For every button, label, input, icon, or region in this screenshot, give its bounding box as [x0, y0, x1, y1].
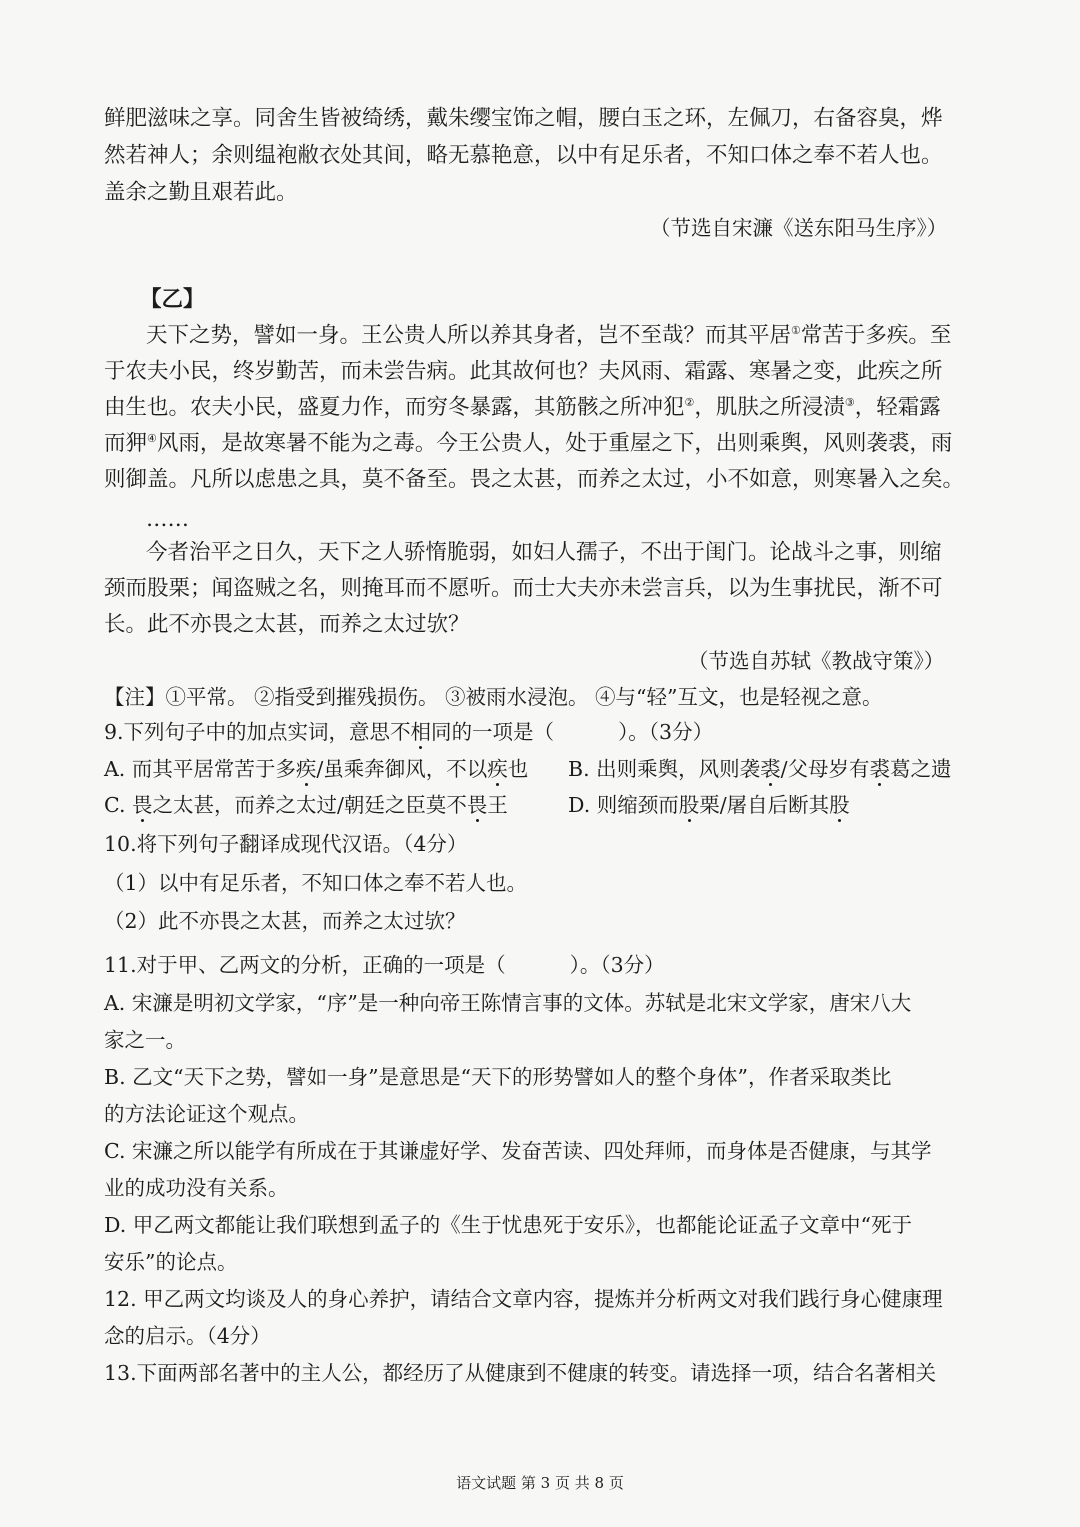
note-mark-4: ④: [147, 431, 157, 445]
jia-source: （节选自宋濂《送东阳马生序》）: [650, 216, 948, 240]
yi-heading: 【乙】: [140, 287, 205, 312]
yi-p2-line-2: 颈而股栗；闻盗贼之名，则掩耳而不愿听。而士大夫亦未尝言兵，以为生事扰民，渐不可: [104, 576, 943, 601]
note-mark-3: ③: [844, 395, 855, 409]
yi-ellipsis: ……: [146, 507, 189, 532]
q12-line-1: 12. 甲乙两文均谈及人的身心养护，请结合文章内容，提炼并分析两文对我们践行身心健康理: [104, 1287, 943, 1311]
yi-p1-line-3: 由生也。农夫小民，盛夏力作，而穷冬暴露，其筋骸之所冲犯②，肌肤之所浸渍③，轻霜露: [104, 395, 941, 420]
yi-p2-line-3: 长。此不亦畏之太甚，而养之太过欤？: [104, 612, 470, 637]
yi-notes: 【注】①平常。 ②指受到摧残损伤。 ③被雨水浸泡。 ④与“轻”互文，也是轻视之意。: [104, 685, 883, 709]
q13-line-1: 13.下面两部名著中的主人公，都经历了从健康到不健康的转变。请选择一项，结合名著相关: [104, 1361, 937, 1385]
jia-line-3: 盖余之勤且艰若此。: [104, 180, 298, 205]
yi-p1-line-1: 天下之势，譬如一身。王公贵人所以养其身者，岂不至哉？而其平居①常苦于多疾。至: [146, 323, 952, 348]
yi-p1-line-5: 则御盖。凡所以虑患之具，莫不备至。畏之太甚，而养之太过，小不如意，则寒暑入之矣。: [104, 467, 965, 492]
q11-option-c-line-2: 业的成功没有关系。: [104, 1176, 289, 1200]
note-mark-2: ②: [684, 395, 695, 409]
q10-sentence-1: （1）以中有足乐者，不知口体之奉不若人也。: [104, 871, 528, 895]
emphasis-dotted: 不相同: [390, 720, 452, 744]
q11-option-b-line-2: 的方法论证这个观点。: [104, 1102, 309, 1126]
jia-line-1: 鲜肥滋味之享。同舍生皆被绮绣，戴朱缨宝饰之帽，腰白玉之环，左佩刀，右备容臭，烨: [104, 106, 943, 131]
q11-stem: 11.对于甲、乙两文的分析，正确的一项是（ ）。（3分）: [104, 953, 665, 977]
q11-option-c-line-1: C. 宋濂之所以能学有所成在于其谦虚好学、发奋苦读、四处拜师，而身体是否健康，与其学: [104, 1139, 932, 1163]
q12-line-2: 念的启示。（4分）: [104, 1324, 271, 1348]
q11-option-d-line-1: D. 甲乙两文都能让我们联想到孟子的《生于忧患死于安乐》，也都能论证孟子文章中“死于: [104, 1213, 912, 1237]
q10-stem: 10.将下列句子翻译成现代汉语。（4分）: [104, 832, 468, 856]
q9-option-c: C. 畏之太甚，而养之太过/朝廷之臣莫不畏王: [104, 793, 508, 817]
q9-stem: 9.下列句子中的加点实词，意思不相同的一项是（ ）。（3分）: [104, 720, 714, 744]
yi-p2-line-1: 今者治平之日久，天下之人骄惰脆弱，如妇人孺子，不出于闺门。论战斗之事，则缩: [146, 540, 942, 565]
q11-option-a-line-1: A. 宋濂是明初文学家，“序”是一种向帝王陈情言事的文体。苏轼是北宋文学家，唐宋八大: [104, 991, 912, 1015]
q9-option-d: D. 则缩颈而股栗/屠自后断其股: [568, 793, 850, 817]
q11-option-d-line-2: 安乐”的论点。: [104, 1250, 238, 1274]
q9-option-a: A. 而其平居常苦于多疾/虽乘奔御风，不以疾也: [104, 757, 529, 781]
note-mark-1: ①: [791, 323, 801, 337]
yi-p1-line-2: 于农夫小民，终岁勤苦，而未尝告病。此其故何也？夫风雨、霜露、寒暑之变，此疾之所: [104, 359, 943, 384]
page-footer: 语文试题 第 3 页 共 8 页: [456, 1474, 624, 1492]
yi-source: （节选自苏轼《教战守策》）: [688, 649, 945, 673]
q11-option-a-line-2: 家之一。: [104, 1028, 186, 1052]
yi-p1-line-4: 而狎④风雨，是故寒暑不能为之毒。今王公贵人，处于重屋之下，出则乘舆，风则袭裘，雨: [104, 431, 953, 456]
q10-sentence-2: （2）此不亦畏之太甚，而养之太过欤？: [104, 909, 466, 933]
jia-line-2: 然若神人；余则缊袍敝衣处其间，略无慕艳意，以中有足乐者，不知口体之奉不若人也。: [104, 143, 943, 168]
q11-option-b-line-1: B. 乙文“天下之势，譬如一身”是意思是“天下的形势譬如人的整个身体”，作者采取类比: [104, 1065, 892, 1089]
q9-option-b: B. 出则乘舆，风则袭裘/父母岁有裘葛之遗: [568, 757, 952, 781]
